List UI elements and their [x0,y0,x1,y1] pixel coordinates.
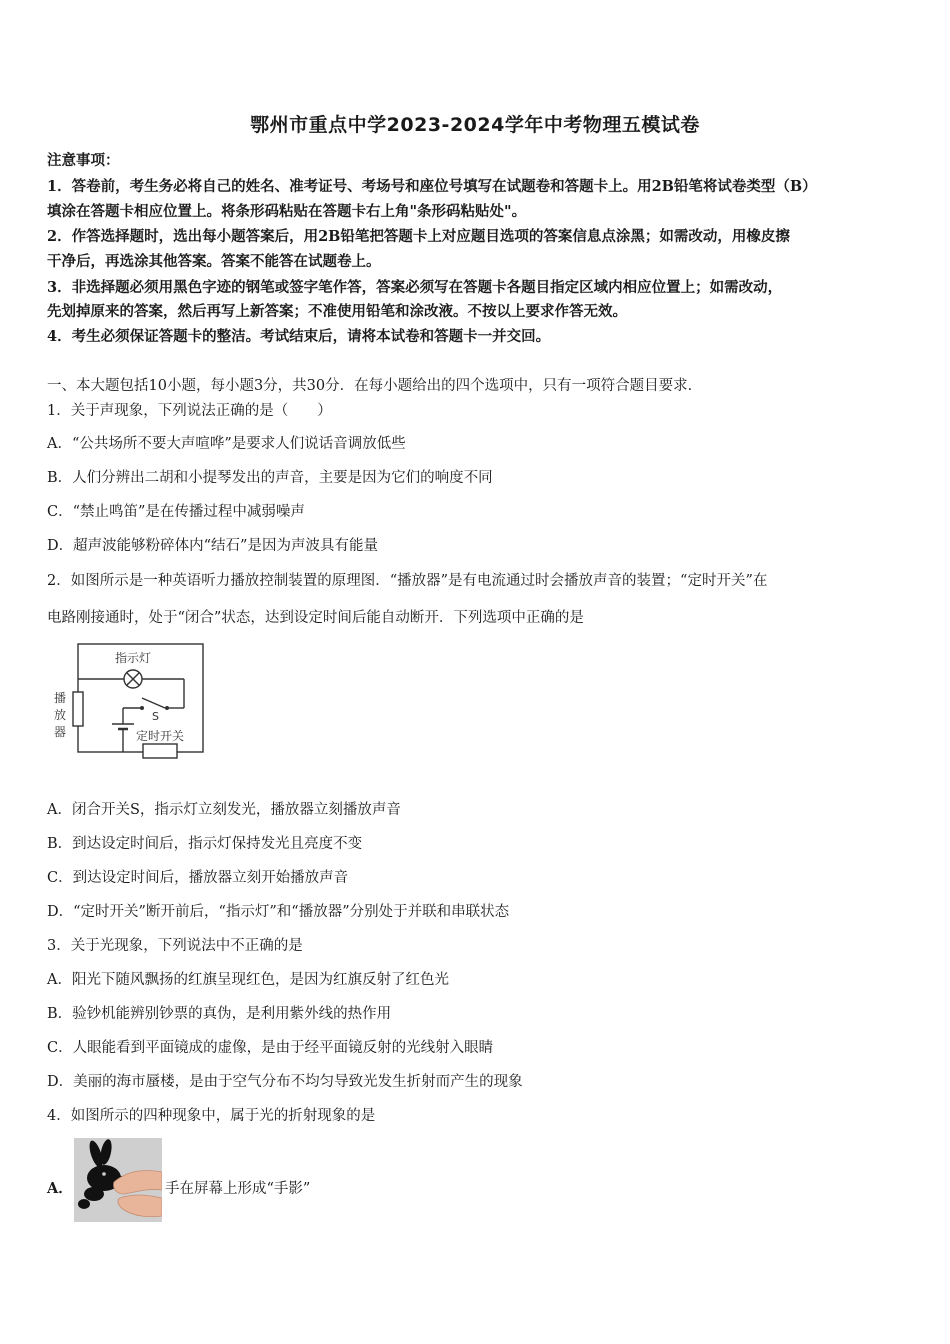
option-c: C．“禁止鸣笛”是在传播过程中减弱噪声 [47,504,305,520]
circuit-diagram [48,640,210,760]
notice-line: 先划掉原来的答案，然后再写上新答案；不准使用铅笔和涂改液。不按以上要求作答无效。 [47,303,627,320]
player-label-char: 放 [54,708,67,722]
notice-line: 3．非选择题必须用黑色字迹的钢笔或签字笔作答，答案必须写在答题卡各题目指定区域内相应位置上；如需改动， [47,279,783,296]
question-stem: 2．如图所示是一种英语听力播放控制装置的原理图．“播放器”是有电流通过时会播放声音的装置；“定时开关”在 [47,573,768,589]
switch-label: S [152,710,159,723]
option-a: A．“公共场所不要大声喧哗”是要求人们说话音调放低些 [47,436,406,452]
rabbit-eye [102,1172,106,1176]
section-heading: 一、本大题包括10小题，每小题3分，共30分．在每小题给出的四个选项中，只有一项符合题目要求． [47,378,703,394]
switch-blade [142,698,165,708]
option-b: B．到达设定时间后，指示灯保持发光且亮度不变 [47,836,363,852]
notice-line: 填涂在答题卡相应位置上。将条形码粘贴在答题卡右上角"条形码粘贴处"。 [47,203,527,220]
option-d: D．“定时开关”断开前后，“指示灯”和“播放器”分别处于并联和串联状态 [47,904,510,920]
notice-line: 4．考生必须保证答题卡的整洁。考试结束后，请将本试卷和答题卡一并交回。 [47,328,551,345]
option-a-label: A． [47,1180,73,1197]
question-stem: 4．如图所示的四种现象中，属于光的折射现象的是 [47,1108,376,1124]
switch-contact [140,706,144,710]
option-d: D．超声波能够粉碎体内“结石”是因为声波具有能量 [47,538,378,554]
timer-label: 定时开关 [135,729,185,743]
option-b: B．验钞机能辨别钞票的真伪，是利用紫外线的热作用 [47,1006,392,1022]
option-a: A．闭合开关S，指示灯立刻发光，播放器立刻播放声音 [47,802,401,818]
switch-contact [165,706,169,710]
hand-shadow-image [74,1138,162,1222]
option-c: C．到达设定时间后，播放器立刻开始播放声音 [47,870,349,886]
option-d: D．美丽的海市蜃楼，是由于空气分布不均匀导致光发生折射而产生的现象 [47,1074,523,1090]
notice-line: 干净后，再选涂其他答案。答案不能答在试题卷上。 [47,253,381,270]
option-c: C．人眼能看到平面镜成的虚像，是由于经平面镜反射的光线射入眼睛 [47,1040,494,1056]
option-b: B．人们分辨出二胡和小提琴发出的声音，主要是因为它们的响度不同 [47,470,493,486]
player-icon [73,692,83,726]
lamp-label: 指示灯 [114,651,152,665]
timer-switch-icon [143,744,177,758]
notice-line: 1．答卷前，考生务必将自己的姓名、准考证号、考场号和座位号填写在试题卷和答题卡上。用2B铅笔将试卷类型（B） [47,178,817,195]
question-stem-cont: 电路刚接通时，处于“闭合”状态，达到设定时间后能自动断开．下列选项中正确的是 [47,610,584,626]
page-title: 鄂州市重点中学2023-2024学年中考物理五模试卷 [250,114,700,136]
notice-heading: 注意事项： [47,152,120,169]
player-label-char: 器 [54,725,67,739]
notice-line: 2．作答选择题时，选出每小题答案后，用2B铅笔把答题卡上对应题目选项的答案信息点涂黑；如需改动，用橡皮擦 [47,228,790,245]
option-a: A．阳光下随风飘扬的红旗呈现红色，是因为红旗反射了红色光 [47,972,449,988]
option-a-caption: 手在屏幕上形成“手影” [165,1181,311,1197]
question-stem: 3．关于光现象，下列说法中不正确的是 [47,938,303,954]
player-label-char: 播 [54,691,67,705]
question-stem: 1．关于声现象，下列说法正确的是（ ） [47,403,332,419]
